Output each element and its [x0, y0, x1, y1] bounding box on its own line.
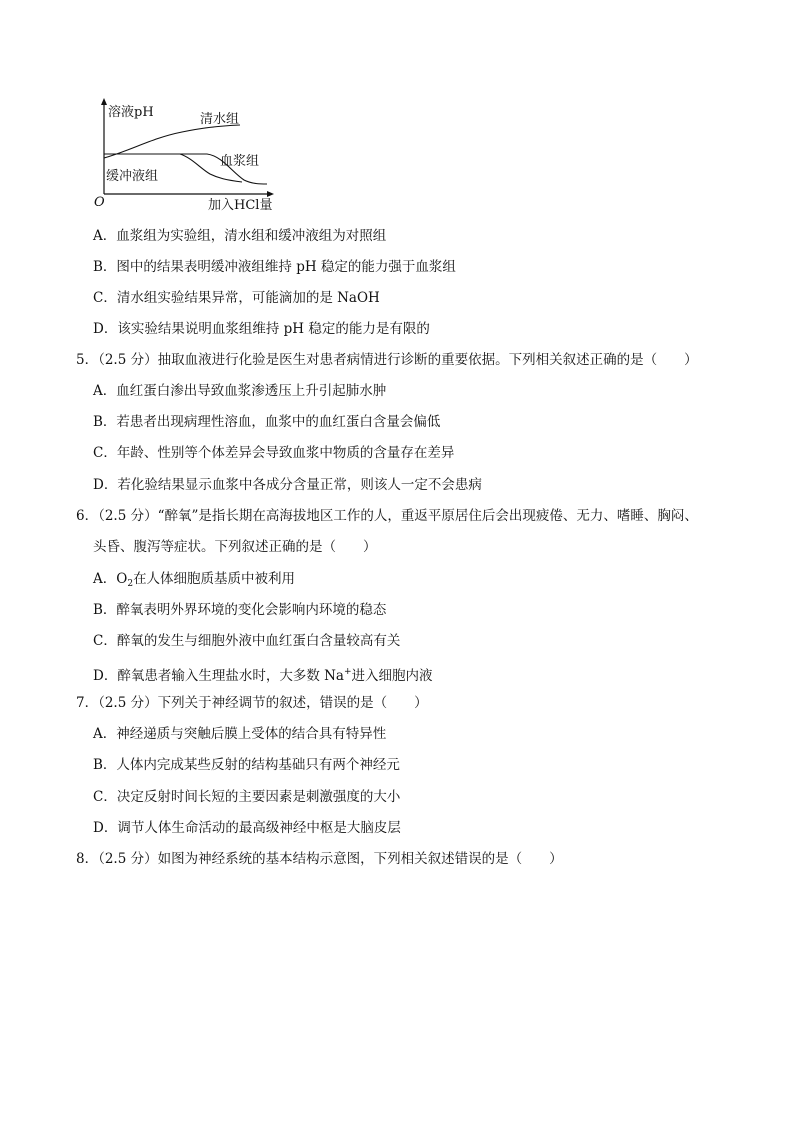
- q4-option-d: D．该实验结果说明血浆组维持 pH 稳定的能力是有限的: [93, 321, 430, 337]
- q4-option-c: C．清水组实验结果异常，可能滴加的是 NaOH: [93, 290, 380, 306]
- q6-option-b: B．醉氧表明外界环境的变化会影响内环境的稳态: [93, 602, 387, 618]
- series-label-plasma: 血浆组: [220, 154, 260, 169]
- q6-option-a-subscript: 2: [127, 579, 134, 589]
- q6-option-c: C．醉氧的发生与细胞外液中血红蛋白含量较高有关: [93, 633, 401, 649]
- origin-label: O: [94, 195, 105, 210]
- q5-option-a: A．血红蛋白渗出导致血浆渗透压上升引起肺水肿: [93, 383, 387, 399]
- q5-option-b: B．若患者出现病理性溶血，血浆中的血红蛋白含量会偏低: [93, 414, 441, 430]
- y-axis-arrow: [101, 98, 107, 105]
- q6-option-d-text: 进入细胞内液: [351, 668, 433, 684]
- q7-option-c: C．决定反射时间长短的主要因素是刺激强度的大小: [93, 789, 401, 805]
- q6-option-a-text: 在人体细胞质基质中被利用: [133, 571, 296, 587]
- q6-option-a: [93, 570, 295, 593]
- q7-option-a: A．神经递质与突触后膜上受体的结合具有特异性: [93, 726, 387, 742]
- x-axis-label: 加入HCl量: [208, 198, 273, 213]
- y-axis-label: 溶液pH: [108, 105, 154, 120]
- q6-option-d-prefix: D．醉氧患者输入生理盐水时，大多数 Na: [93, 668, 344, 684]
- ph-chart-figure: [92, 96, 282, 216]
- q5-stem: 5．（2.5 分）抽取血液进行化验是医生对患者病情进行诊断的重要依据。下列相关叙述正确的是（ ）: [76, 352, 698, 368]
- series-label-buffer: 缓冲液组: [106, 169, 159, 184]
- q7-stem: 7．（2.5 分）下列关于神经调节的叙述，错误的是（ ）: [76, 695, 428, 711]
- q4-option-b: B．图中的结果表明缓冲液组维持 pH 稳定的能力强于血浆组: [93, 259, 456, 275]
- q6-option-d: [93, 663, 433, 685]
- q6-option-d-superscript: +: [343, 667, 352, 677]
- x-axis-arrow: [267, 191, 274, 197]
- q5-option-d: D．若化验结果显示血浆中各成分含量正常，则该人一定不会患病: [93, 477, 482, 493]
- ph-chart-svg: [92, 96, 282, 216]
- q7-option-b: B．人体内完成某些反射的结构基础只有两个神经元: [93, 757, 400, 773]
- q8-stem: 8．（2.5 分）如图为神经系统的基本结构示意图，下列相关叙述错误的是（ ）: [76, 851, 563, 867]
- q4-option-a: A．血浆组为实验组，清水组和缓冲液组为对照组: [93, 228, 387, 244]
- series-label-clear-water: 清水组: [200, 112, 240, 127]
- q6-stem-line1: 6．（2.5 分）“醉氧”是指长期在高海拔地区工作的人，重返平原居住后会出现疲倦、无力、嗜睡、胸闷、: [76, 508, 698, 524]
- q6-option-a-prefix: A．O: [93, 571, 128, 587]
- q7-option-d: D．调节人体生命活动的最高级神经中枢是大脑皮层: [93, 820, 401, 836]
- q5-option-c: C．年龄、性别等个体差异会导致血浆中物质的含量存在差异: [93, 445, 455, 461]
- q6-stem-line2: 头昏、腹泻等症状。下列叙述正确的是（ ）: [93, 539, 377, 555]
